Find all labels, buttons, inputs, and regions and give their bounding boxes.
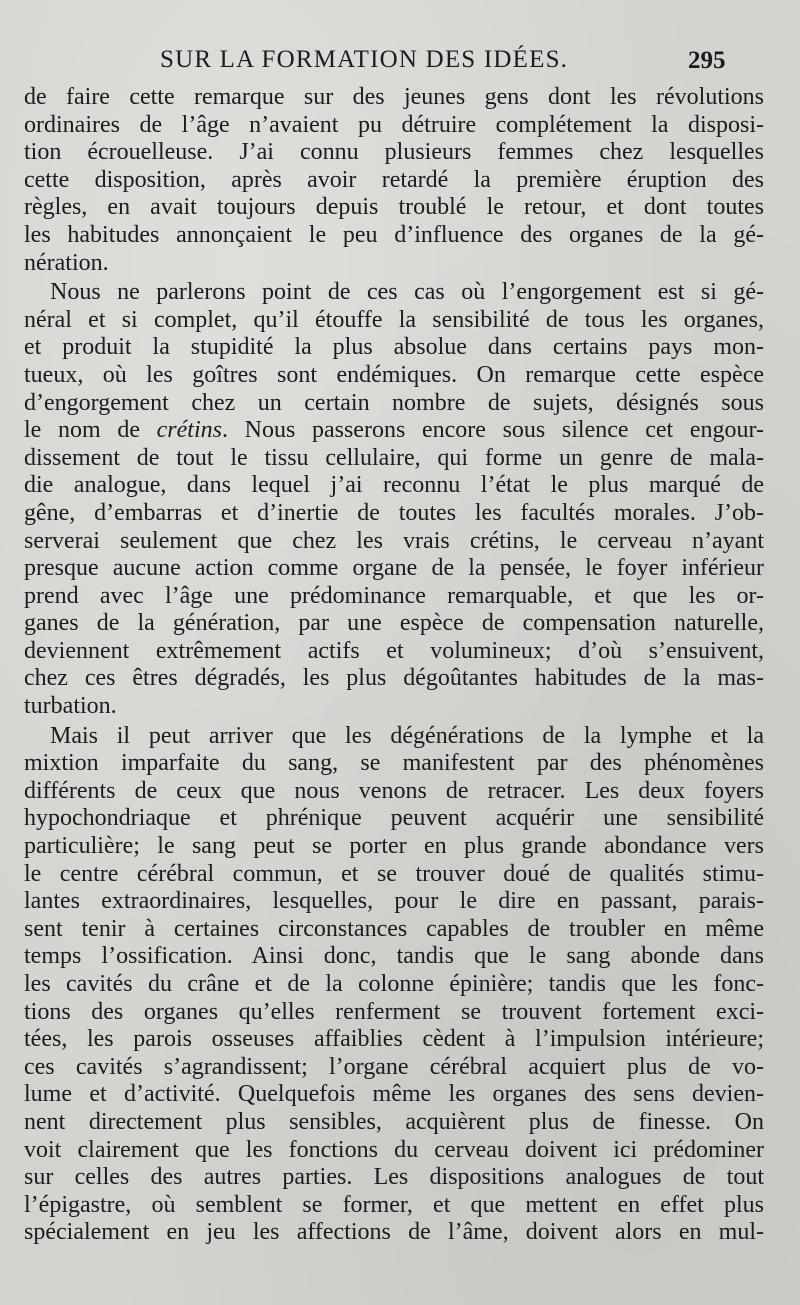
text-line: gêne, d’embarras et d’inertie de toutes les facultés morales. J’ob- (24, 499, 764, 526)
text-line: le centre cérébral commun, et se trouver doué de qualités stimu- (24, 860, 764, 887)
text-line: néral et si complet, qu’il étouffe la sensibilité de tous les organes, (24, 306, 764, 333)
text-line: d’engorgement chez un certain nombre de sujets, désignés sous (24, 389, 764, 416)
text-line: chez ces êtres dégradés, les plus dégoûtantes habitudes de la mas- (24, 665, 764, 692)
text-line: turbation. (24, 693, 117, 720)
text-line: de faire cette remarque sur des jeunes gens dont les révolutions (24, 84, 764, 110)
text-line: serverai seulement que chez les vrais crétins, le cerveau n’ayant (24, 527, 764, 554)
text-line: cette disposition, après avoir retardé la première éruption des (24, 166, 764, 193)
text-line: tions des organes qu’elles renferment se trouvent fortement exci- (24, 998, 764, 1025)
page-number: 295 (688, 47, 726, 74)
text-line: temps l’ossification. Ainsi donc, tandis que le sang abonde dans (24, 943, 764, 970)
text-line: les habitudes annonçaient le peu d’influence des organes de la gé- (24, 221, 764, 248)
text-line: tion écrouelleuse. J’ai connu plusieurs femmes chez lesquelles (24, 139, 764, 166)
text-segment: . Nous passerons encore sous silence cet engour- (221, 417, 764, 444)
paragraph-3 (24, 723, 764, 1247)
paragraph-2 (24, 279, 764, 721)
paragraph-1 (24, 84, 764, 277)
text-line: et produit la stupidité la plus absolue dans certains pays mon- (24, 334, 764, 361)
body-text (24, 84, 764, 1247)
running-title: SUR LA FORMATION DES IDÉES. (160, 46, 569, 73)
text-line: Nous ne parlerons point de ces cas où l’engorgement est si gé- (50, 279, 764, 306)
text-line: spécialement en jeu les affections de l’âme, doivent alors en mul- (24, 1219, 764, 1246)
text-line: ces cavités s’agrandissent; l’organe cérébral acquiert plus de vo- (24, 1053, 764, 1080)
text-line: différents de ceux que nous venons de retracer. Les deux foyers (24, 777, 764, 804)
text-line: presque aucune action comme organe de la pensée, le foyer inférieur (24, 555, 764, 582)
text-line: ganes de la génération, par une espèce de compensation naturelle, (24, 610, 764, 637)
text-segment: le nom de (24, 417, 157, 444)
running-head (0, 46, 800, 82)
text-line: tées, les parois osseuses affaiblies cèdent à l’impulsion intérieure; (24, 1026, 764, 1053)
text-line: Mais il peut arriver que les dégénérations de la lymphe et la (50, 722, 764, 749)
text-line: mixtion imparfaite du sang, se manifestent par des phénomènes (24, 750, 764, 777)
text-line: particulière; le sang peut se porter en plus grande abondance vers (24, 833, 764, 860)
text-line: prend avec l’âge une prédominance remarquable, et que les or- (24, 582, 764, 609)
text-line-with-italic (24, 417, 764, 445)
text-line: lantes extraordinaires, lesquelles, pour le dire en passant, parais- (24, 888, 764, 915)
text-line: die analogue, dans lequel j’ai reconnu l’état le plus marqué de (24, 472, 764, 499)
text-line: sur celles des autres parties. Les dispositions analogues de tout (24, 1164, 764, 1191)
text-line: voit clairement que les fonctions du cerveau doivent ici prédominer (24, 1136, 764, 1163)
text-line: hypochondriaque et phrénique peuvent acquérir une sensibilité (24, 805, 764, 832)
text-line: tueux, où les goîtres sont endémiques. On remarque cette espèce (24, 361, 764, 388)
text-line: deviennent extrêmement actifs et volumineux; d’où s’ensuivent, (24, 637, 764, 664)
text-line: les cavités du crâne et de la colonne épinière; tandis que les fonc- (24, 971, 764, 997)
text-line: l’épigastre, où semblent se former, et que mettent en effet plus (24, 1191, 764, 1218)
text-line: nération. (24, 249, 109, 276)
text-line: ordinaires de l’âge n’avaient pu détruire complétement la disposi- (24, 111, 764, 138)
text-line: dissement de tout le tissu cellulaire, qui forme un genre de mala- (24, 444, 764, 471)
text-line: sent tenir à certaines circonstances capables de troubler en même (24, 915, 764, 942)
italic-term: crétins (156, 417, 222, 444)
text-line: règles, en avait toujours depuis troublé le retour, et dont toutes (24, 194, 764, 221)
text-line: lume et d’activité. Quelquefois même les organes des sens devien- (24, 1081, 764, 1108)
text-line: nent directement plus sensibles, acquièrent plus de finesse. On (24, 1108, 764, 1135)
